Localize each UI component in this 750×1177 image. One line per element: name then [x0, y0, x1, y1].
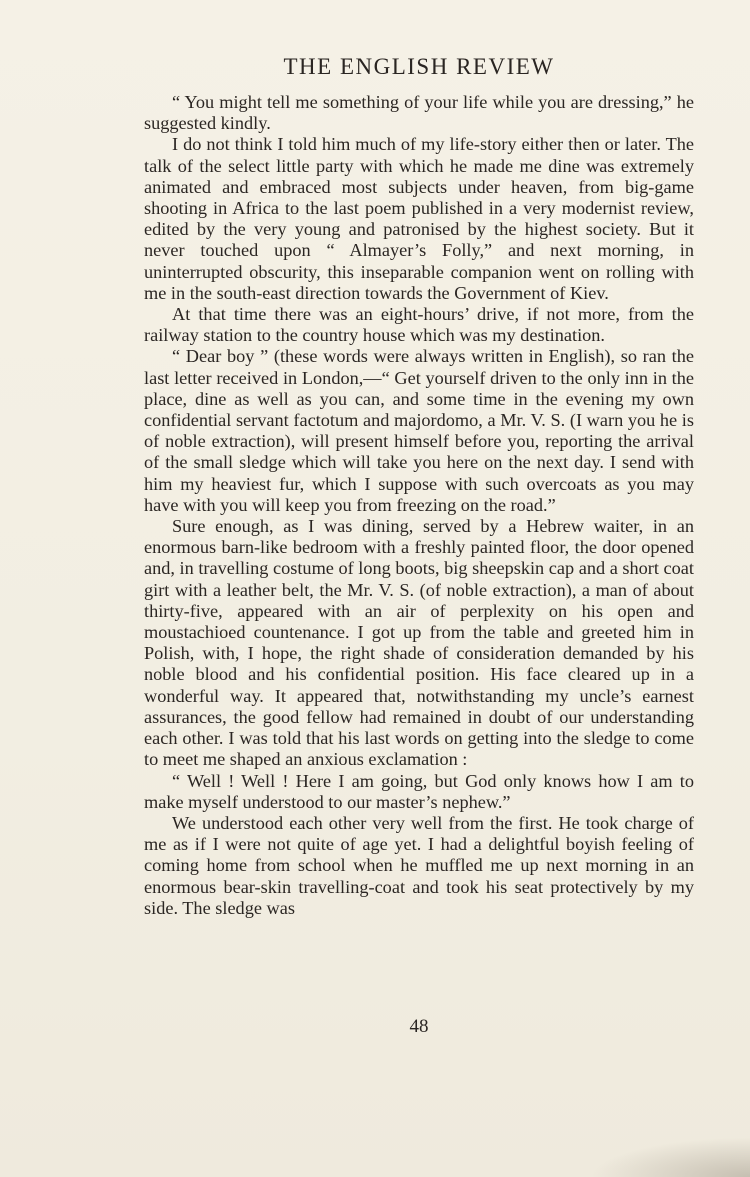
running-head: THE ENGLISH REVIEW: [283, 54, 555, 79]
paragraph: We understood each other very well from the first. He took charge of me as if I were not quite of age yet. I had a delightful boyish feeling of coming home from school when he muffled me up next morning in an enormous bear-skin travelling-coat and took his seat protectively by my side. The sledge was: [144, 812, 694, 918]
paragraph: At that time there was an eight-hours’ drive, if not more, from the railway station to the country house which was my destination.: [144, 304, 694, 346]
paragraph: I do not think I told him much of my life-story either then or later. The talk of the select little party with which he made me dine was extremely animated and embraced most subjects under heaven, from big-game shooting in Africa to the last poem published in a very modernist review, edited by the very young and patronised by the highest society. But it never touched upon “ Almayer’s Folly,” and next morning, in uninterrupted obscurity, this inseparable companion went on rolling with me in the south-east direction towards the Government of Kiev.: [144, 134, 694, 303]
paragraph: “ You might tell me something of your life while you are dressing,” he suggested kindly.: [144, 92, 694, 134]
paragraph: “ Well ! Well ! Here I am going, but God only knows how I am to make myself understood to our master’s nephew.”: [144, 770, 694, 812]
page-number: 48: [409, 1016, 429, 1037]
page-corner-shadow: [590, 1137, 750, 1177]
paragraph: “ Dear boy ” (these words were always written in English), so ran the last letter received in London,—“ Get yourself driven to the only inn in the place, dine as well as you can, and some time in the evening my own confidential servant factotum and majordomo, a Mr. V. S. (I warn you he is of noble extraction), will present himself before you, reporting the arrival of the small sledge which will take you here on the next day. I send with him my heaviest fur, which I suppose with such overcoats as you may have with you will keep you from freezing on the road.”: [144, 346, 694, 515]
body-text: [144, 92, 694, 919]
paragraph: Sure enough, as I was dining, served by a Hebrew waiter, in an enormous barn-like bedroom with a freshly painted floor, the door opened and, in travelling costume of long boots, big sheepskin cap and a short coat girt with a leather belt, the Mr. V. S. (of noble extraction), a man of about thirty-five, appeared with an air of perplexity on his open and moustachioed countenance. I got up from the table and greeted him in Polish, with, I hope, the right shade of consideration demanded by his noble blood and his confidential position. His face cleared up in a wonderful way. It appeared that, notwithstanding my uncle’s earnest assurances, the good fellow had remained in doubt of our understanding each other. I was told that his last words on getting into the sledge to come to meet me shaped an anxious exclamation :: [144, 516, 694, 770]
